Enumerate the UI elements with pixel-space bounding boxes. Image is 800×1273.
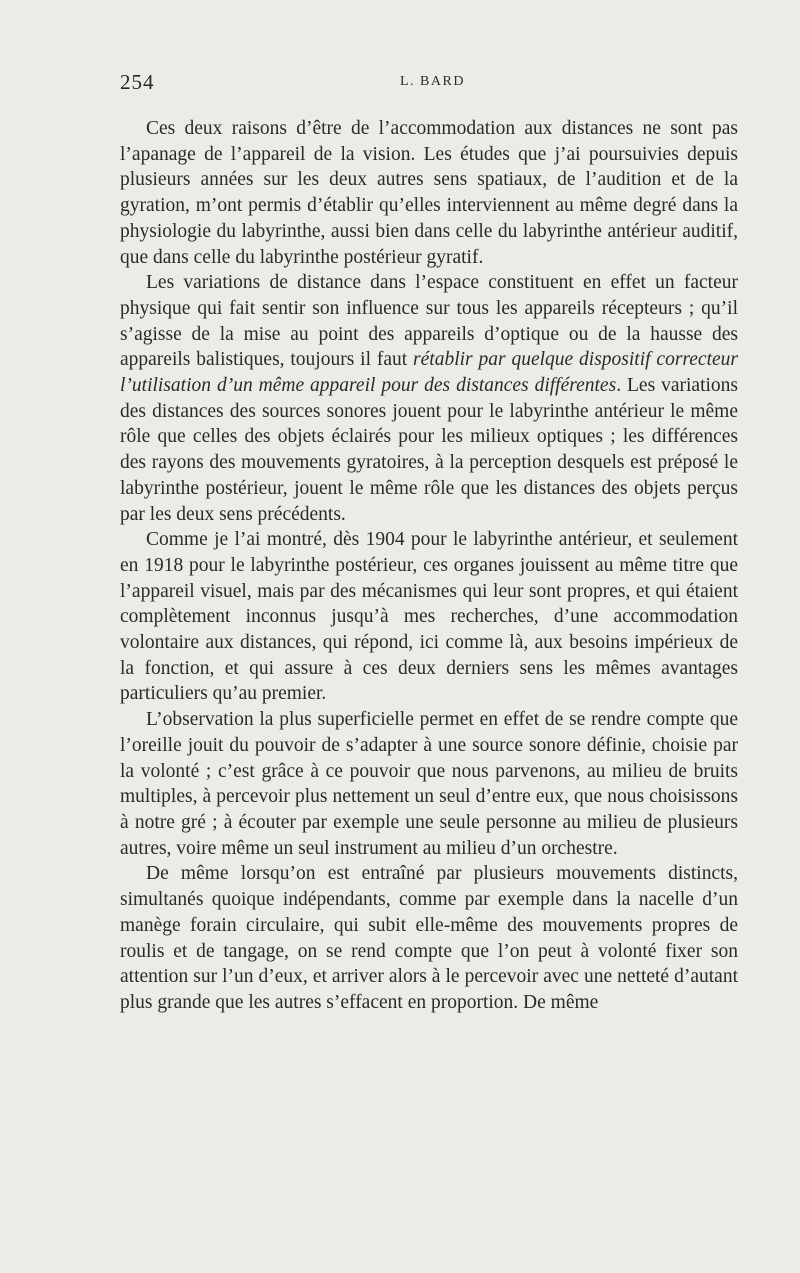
paragraph-3-text: Comme je l’ai montré, dès 1904 pour le labyrinthe antérieur, et seulement en 1918 pour le labyrinthe postérieur, ces organes jouissent au même titre que l’appareil visuel, mais par des mécanismes qui leur sont propres, et qui étaient complètement inconnus jusqu’à mes recherches, d’une accommodation volontaire aux distances, qui répond, ici comme là, aux besoins impérieux de la fonction, et qui assure à ces deux derniers sens les mêmes avantages particuliers qu’au premier. — [120, 529, 738, 705]
paragraph-1 — [120, 116, 738, 270]
paragraph-5 — [120, 861, 738, 1015]
paragraph-5-text: De même lorsqu’on est entraîné par plusieurs mouvements distincts, simultanés quoique indépendants, comme par exemple dans la nacelle d’un manège forain circulaire, qui subit elle-même des mouvements propres de roulis et de tangage, on se rend compte que l’on peut à volonté fixer son attention sur l’un d’eux, et arriver alors à le percevoir avec une netteté d’autant plus grande que les autres s’effacent en proportion. De même — [120, 863, 738, 1013]
paragraph-3 — [120, 527, 738, 707]
paragraph-1-text: Ces deux raisons d’être de l’accommodation aux distances ne sont pas l’apanage de l’appareil de la vision. Les études que j’ai poursuivies depuis plusieurs années sur les deux autres sens spatiaux, de l’audition et de la gyration, m’ont permis d’établir qu’elles interviennent au même degré dans la physiologie du labyrinthe, aussi bien dans celle du labyrinthe antérieur auditif, que dans celle du labyrinthe postérieur gyratif. — [120, 118, 738, 268]
paragraph-2 — [120, 270, 738, 527]
body-text — [120, 116, 738, 1016]
paragraph-2-italic-phrase: rétablir par quelque dispositif correcteur l’utilisation d’un même appareil pour des distances différentes — [120, 349, 738, 397]
page-number: 254 — [120, 70, 155, 94]
paragraph-4 — [120, 707, 738, 861]
page-header — [120, 70, 738, 96]
running-head-author: L. BARD — [400, 74, 465, 89]
paragraph-4-text: L’observation la plus superficielle permet en effet de se rendre compte que l’oreille jouit du pouvoir de s’adapter à une source sonore définie, choisie par la volonté ; c’est grâce à ce pouvoir que nous parvenons, au milieu de bruits multiples, à percevoir plus nettement un seul d’entre eux, que nous choisissons à notre gré ; à écouter par exemple une seule personne au milieu de plusieurs autres, voire même un seul instrument au milieu d’un orchestre. — [120, 709, 738, 859]
paragraph-2-text-start: Les variations de distance dans l’espace constituent en effet un facteur physique qui fait sentir son influence sur tous les appareils récepteurs ; qu’il s’agisse de la mise au point des appareils d’optique ou de la hausse des appareils balistiques, toujours il faut — [120, 272, 738, 371]
paragraph-2-text-end: . Les variations des distances des sources sonores jouent pour le labyrinthe antérieur le même rôle que celles des objets éclairés pour les milieux optiques ; les différences des rayons des mouvements gyratoires, à la perception desquels est préposé le labyrinthe postérieur, jouent le même rôle que les distances des objets perçus par les deux sens précédents. — [120, 375, 738, 525]
